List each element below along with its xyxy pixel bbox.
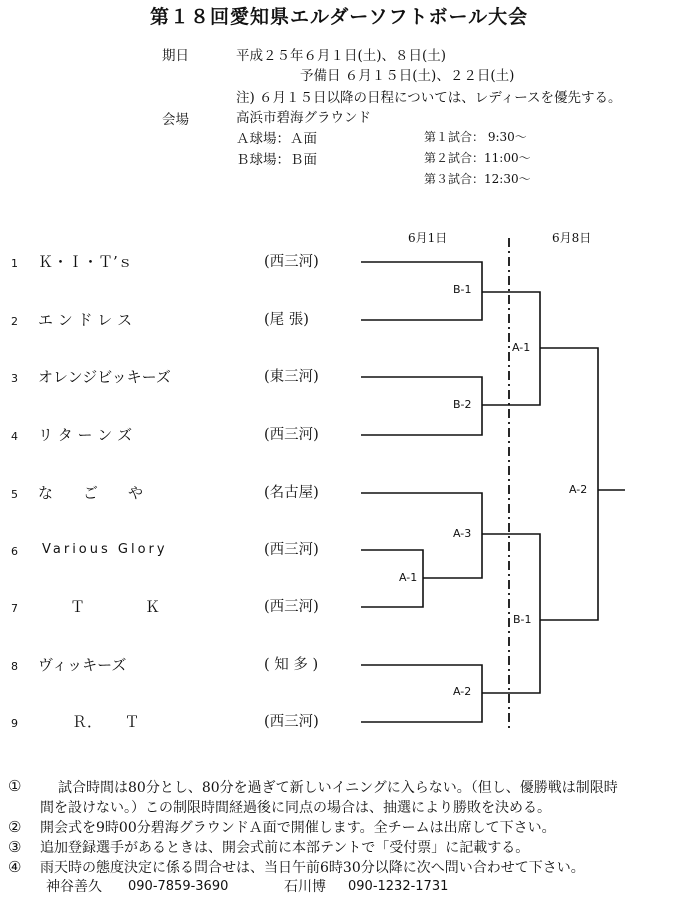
contact-name: 神谷善久 xyxy=(46,879,102,895)
note-mark: ④ xyxy=(8,858,22,876)
match-label-b1: B-1 xyxy=(453,283,472,296)
team-number: 6 xyxy=(11,545,18,558)
match-label-a3: A-3 xyxy=(453,527,472,540)
team-name: エ ン ド レ ス xyxy=(38,311,133,329)
team-number: 4 xyxy=(11,430,18,443)
schedule-note: 注) ６月１５日以降の日程については、レディースを優先する。 xyxy=(236,90,622,106)
team-name: な ご や xyxy=(38,484,144,502)
note-text: 雨天時の態度決定に係る問合せは、当日午前6時30分以降に次へ問い合わせて下さい。 xyxy=(40,860,585,876)
match-label-a2-left: A-2 xyxy=(453,685,472,698)
team-region: (西三河) xyxy=(264,427,319,443)
field-b: Ｂ球場：Ｂ面 xyxy=(236,152,317,168)
team-name: ヴィッキーズ xyxy=(38,656,127,674)
team-name: オレンジビッキーズ xyxy=(38,368,171,386)
team-region: (東三河) xyxy=(264,369,319,385)
match-label-b1-right: B-1 xyxy=(513,613,532,626)
note-text: 試合時間は80分とし、80分を過ぎて新しいイニングに入らない。（但し、優勝戦は制限時 xyxy=(58,780,618,796)
note-text: 間を設けない。）この制限時間経過後に同点の場合は、抽選により勝敗を決める。 xyxy=(40,800,551,816)
team-region: (西三河) xyxy=(264,542,319,558)
team-region: (西三河) xyxy=(264,599,319,615)
match-label-final: A-2 xyxy=(569,483,588,496)
venue-value: 高浜市碧海グラウンド xyxy=(236,110,371,126)
team-name: リ タ ー ン ズ xyxy=(38,426,133,444)
team-number: 8 xyxy=(11,660,18,673)
note-mark: ③ xyxy=(8,838,22,856)
date-day2: 6月8日 xyxy=(552,231,592,245)
venue-label: 会場 xyxy=(162,112,189,128)
contact-name: 石川博 xyxy=(284,879,326,895)
team-number: 3 xyxy=(11,372,18,385)
match-label-a1-right: A-1 xyxy=(512,341,531,354)
reserve-date: 予備日 ６月１５日(土)、２２日(土) xyxy=(300,68,515,84)
date-value: 平成２５年６月１日(土)、８日(土) xyxy=(236,48,447,64)
page-title: 第１８回愛知県エルダーソフトボール大会 xyxy=(150,6,529,28)
team-name: Various Glory xyxy=(42,542,168,557)
match-label-a1-left: A-1 xyxy=(399,571,418,584)
team-region: (西三河) xyxy=(264,714,319,730)
team-region: ( 知 多 ) xyxy=(264,657,319,673)
team-name: Ｒ． Ｔ xyxy=(72,713,140,731)
note-mark: ② xyxy=(8,818,22,836)
note-text: 開会式を9時00分碧海グラウンドＡ面で開催します。全チームは出席して下さい。 xyxy=(40,820,556,836)
match-label-b2: B-2 xyxy=(453,398,472,411)
team-name: Ｔ Ｋ xyxy=(70,598,161,616)
game-2-time: 第２試合：11:00～ xyxy=(424,151,531,165)
field-a: Ａ球場：Ａ面 xyxy=(236,131,317,147)
team-number: 2 xyxy=(11,315,18,328)
team-number: 9 xyxy=(11,717,18,730)
team-number: 7 xyxy=(11,602,18,615)
game-1-time: 第１試合： 9:30～ xyxy=(424,130,527,144)
contact-phone: 090-7859-3690 xyxy=(128,879,229,894)
contact-phone: 090-1232-1731 xyxy=(348,879,449,894)
game-3-time: 第３試合：12:30～ xyxy=(424,172,531,186)
note-text: 追加登録選手があるときは、開会式前に本部テントで「受付票」に記載する。 xyxy=(40,840,530,856)
team-name: Ｋ・Ｉ・Ｔ’ｓ xyxy=(38,253,133,271)
team-region: (名古屋) xyxy=(264,485,319,501)
date-day1: 6月1日 xyxy=(408,231,448,245)
date-label: 期日 xyxy=(162,48,189,64)
team-region: (西三河) xyxy=(264,254,319,270)
team-region: (尾 張) xyxy=(264,312,309,328)
team-number: 1 xyxy=(11,257,18,270)
team-number: 5 xyxy=(11,488,18,501)
note-mark: ① xyxy=(8,777,22,795)
